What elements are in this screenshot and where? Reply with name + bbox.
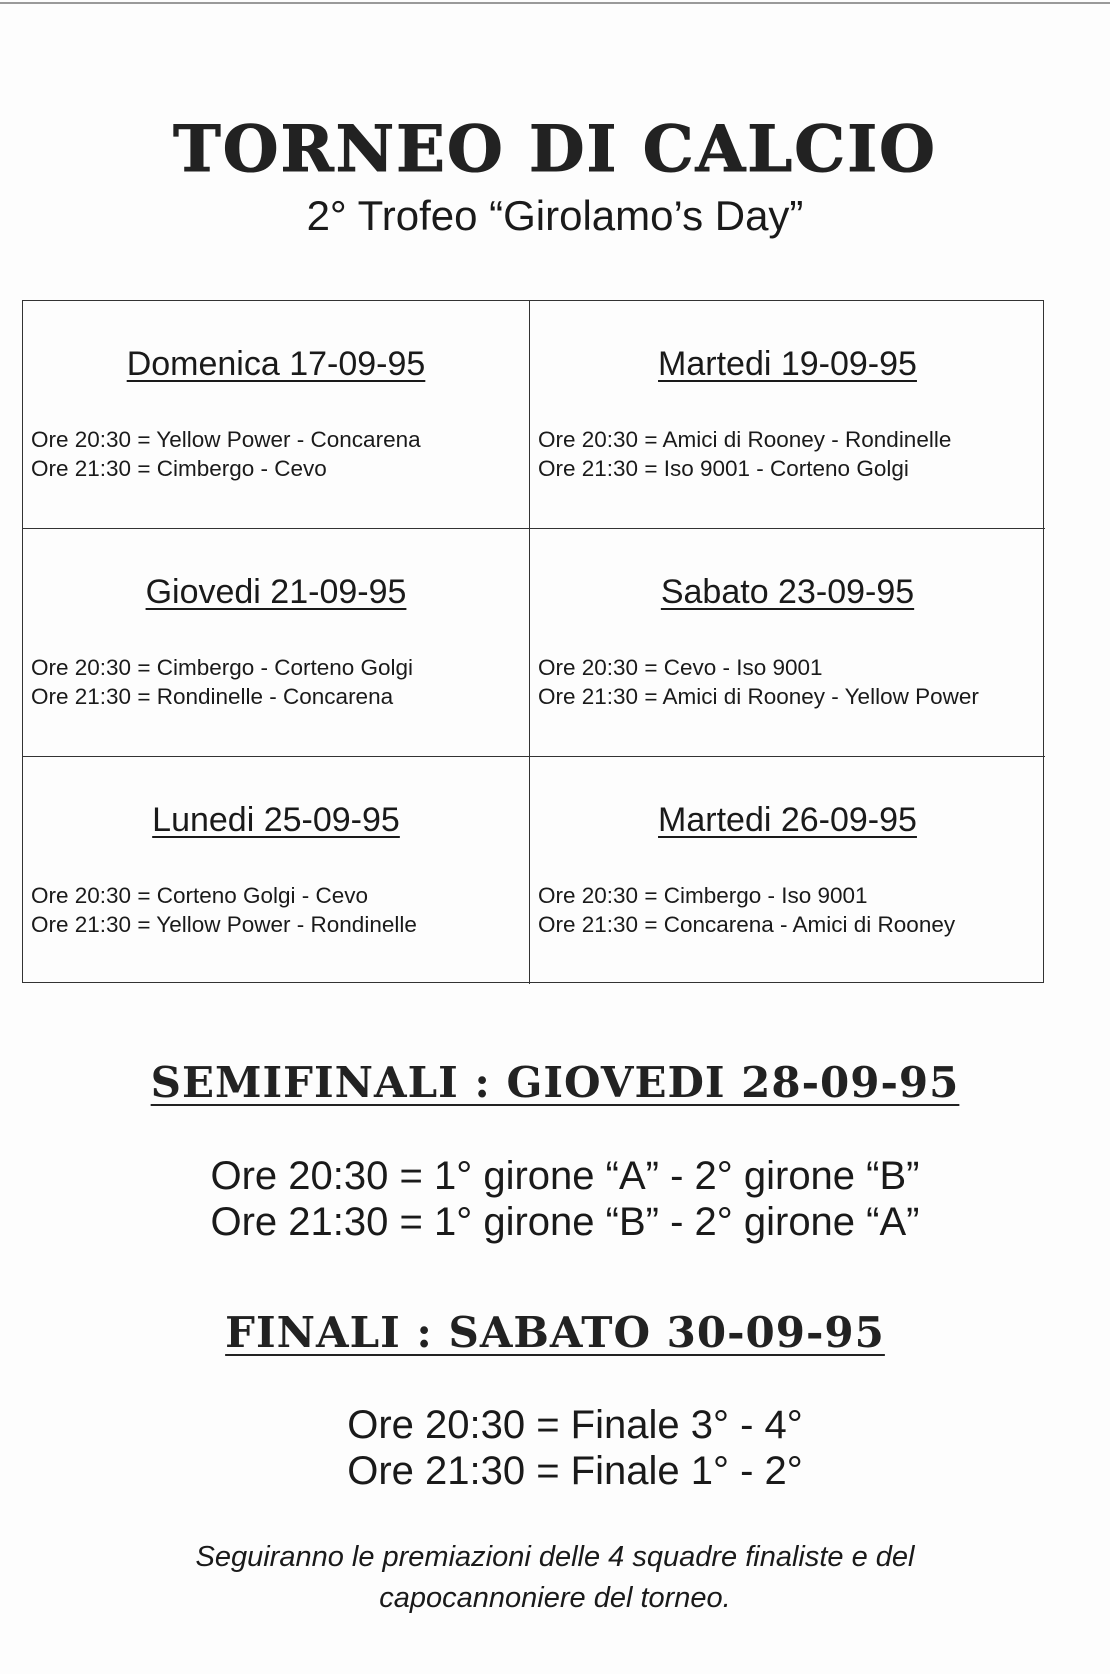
semifinal-match-line: Ore 21:30 = 1° girone “B” - 2° girone “A”	[210, 1200, 920, 1244]
match-line: Ore 21:30 = Cimbergo - Cevo	[31, 456, 327, 481]
match-line: Ore 21:30 = Concarena - Amici di Rooney	[538, 912, 956, 937]
awards-note-line: capocannoniere del torneo.	[379, 1582, 731, 1614]
match-list	[538, 653, 979, 711]
finals-heading-text: FINALI : SABATO 30-09-95	[225, 1308, 885, 1357]
match-list	[538, 881, 955, 939]
match-line: Ore 21:30 = Amici di Rooney - Yellow Power	[538, 684, 979, 709]
semifinals-heading-text: SEMIFINALI : GIOVEDI 28-09-95	[150, 1058, 960, 1107]
finals-heading	[0, 1308, 1110, 1357]
match-day-heading: Martedi 19-09-95	[658, 345, 917, 383]
final-match-line: Ore 20:30 = Finale 3° - 4°	[347, 1403, 803, 1447]
match-line: Ore 21:30 = Yellow Power - Rondinelle	[31, 912, 417, 937]
match-day-heading: Giovedi 21-09-95	[145, 573, 407, 611]
match-list	[31, 425, 421, 483]
match-line: Ore 21:30 = Rondinelle - Concarena	[31, 684, 394, 709]
top-border-line	[0, 2, 1110, 4]
match-day-heading: Lunedi 25-09-95	[152, 801, 400, 839]
match-day-heading: Martedi 26-09-95	[658, 801, 917, 839]
group-stage-schedule-table	[22, 300, 1044, 983]
match-line: Ore 20:30 = Cevo - Iso 9001	[538, 655, 823, 680]
match-list	[31, 653, 413, 711]
semifinals-match-list	[10, 1153, 1110, 1245]
semifinal-match-line: Ore 20:30 = 1° girone “A” - 2° girone “B”	[210, 1154, 920, 1198]
schedule-cell	[23, 529, 530, 757]
match-day-heading: Domenica 17-09-95	[126, 345, 426, 383]
semifinals-heading	[0, 1058, 1110, 1107]
schedule-cell	[530, 301, 1045, 529]
match-line: Ore 20:30 = Yellow Power - Concarena	[31, 427, 421, 452]
schedule-cell	[23, 757, 530, 984]
finals-match-list	[20, 1402, 1110, 1494]
final-match-line: Ore 21:30 = Finale 1° - 2°	[347, 1449, 803, 1493]
match-line: Ore 20:30 = Amici di Rooney - Rondinelle	[538, 427, 952, 452]
match-list	[538, 425, 951, 483]
schedule-cell	[23, 301, 530, 529]
match-line: Ore 20:30 = Corteno Golgi - Cevo	[31, 883, 369, 908]
match-line: Ore 21:30 = Iso 9001 - Corteno Golgi	[538, 456, 909, 481]
poster-subtitle: 2° Trofeo “Girolamo’s Day”	[306, 192, 804, 239]
match-line: Ore 20:30 = Cimbergo - Corteno Golgi	[31, 655, 414, 680]
schedule-cell	[530, 529, 1045, 757]
awards-note-line: Seguiranno le premiazioni delle 4 squadre finaliste e del	[195, 1541, 915, 1573]
match-day-heading: Sabato 23-09-95	[660, 573, 915, 611]
poster-title: TORNEO DI CALCIO	[173, 112, 937, 187]
match-list	[31, 881, 417, 939]
schedule-cell	[530, 757, 1045, 984]
match-line: Ore 20:30 = Cimbergo - Iso 9001	[538, 883, 868, 908]
awards-note	[0, 1537, 1110, 1619]
